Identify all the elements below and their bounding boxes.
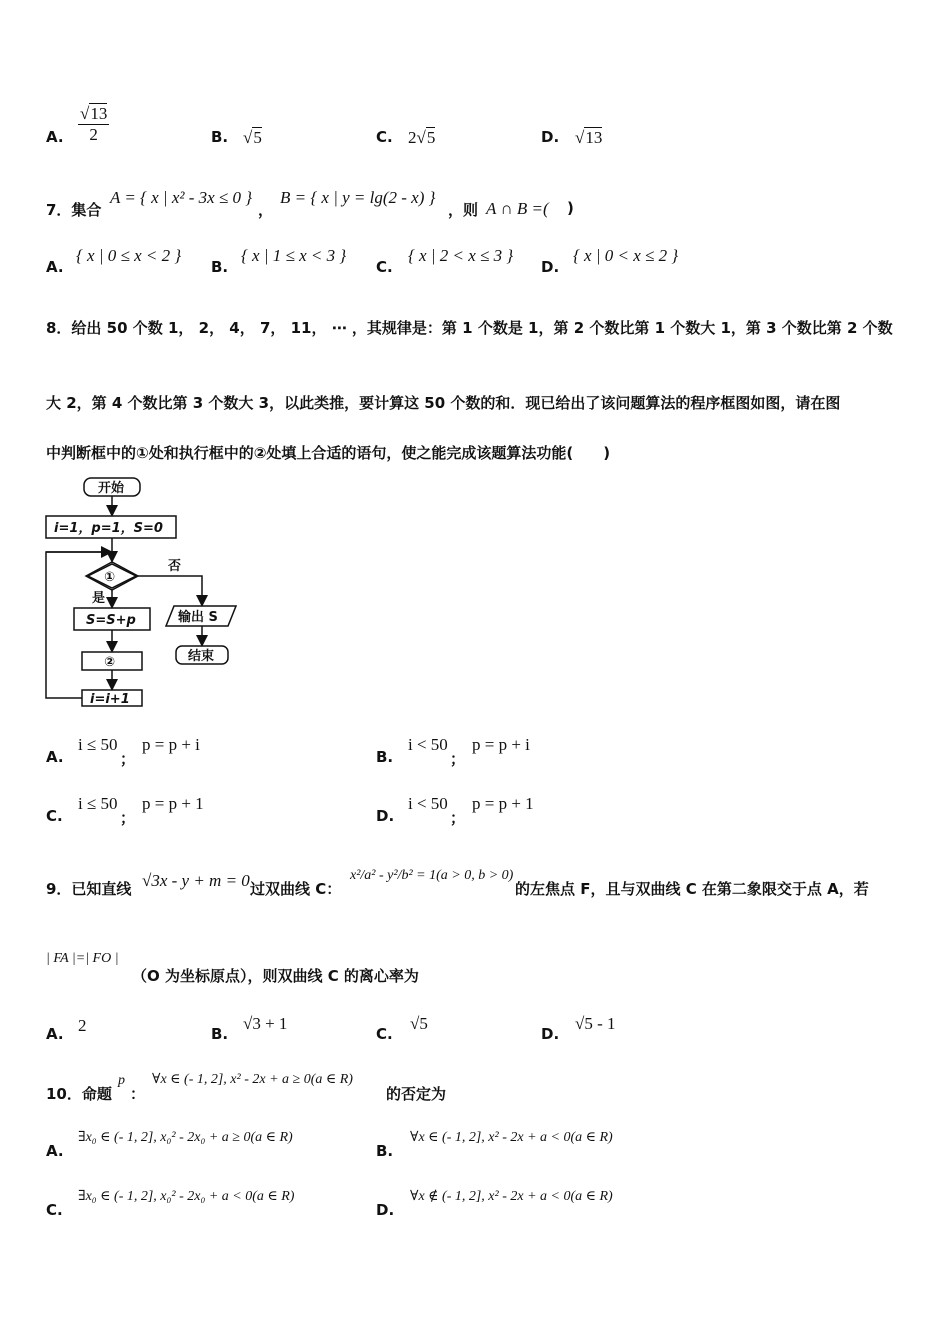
q9-mid: 过双曲线 C： [250,880,342,898]
q10-statement: ∀x ∈ (- 1, 2], x² - 2x + a ≥ 0(a ∈ R) [152,1072,353,1087]
q6-option-a-fraction: $\frac{√13}{2}$ [80,104,108,144]
q8-option-d-sep: ； [450,809,466,827]
q10-prefix: 10．命题 [46,1085,112,1103]
q7-paren: ) [567,199,574,217]
q7-option-c-label: C. [376,258,393,276]
flow-cond-text: ① [104,570,116,585]
q9-option-d-text: √5 - 1 [575,1014,616,1033]
q7-expression: A ∩ B =( [486,199,549,218]
q8-option-b-stmt: p = p + i [472,735,530,754]
q6-option-d-label: D. [541,128,560,146]
q6-option-c-label: C. [376,128,393,146]
q8-option-a-label: A. [46,748,64,766]
q10-p: p [118,1073,125,1088]
q9-option-a-text: 2 [78,1016,87,1035]
flow-start-text: 开始 [98,481,125,496]
q8-option-d-cond: i < 50 [408,794,448,813]
q8-option-a-stmt: p = p + i [142,735,200,754]
q8-option-a-cond: i ≤ 50 [78,735,118,754]
flow-sum-text: S=S+p [86,613,136,628]
q8-option-b-label: B. [376,748,394,766]
q7-option-a-label: A. [46,258,64,276]
q8-option-c-cond: i ≤ 50 [78,794,118,813]
q10-option-d-text: ∀x ∉ (- 1, 2], x² - 2x + a < 0(a ∈ R) [410,1189,613,1204]
flow-no-text: 否 [168,559,182,574]
q9-condition-text: （O 为坐标原点），则双曲线 C 的离心率为 [132,967,419,985]
q7-option-a-text: { x | 0 ≤ x < 2 } [76,246,182,265]
q8-option-d-label: D. [376,807,395,825]
flow-end-text: 结束 [188,649,215,664]
q9-condition: | FA |=| FO | [46,951,119,966]
q7-option-d-text: { x | 0 < x ≤ 2 } [573,246,679,265]
q7-comma: ， [258,201,274,219]
q8-option-c-stmt: p = p + 1 [142,794,204,813]
q7-option-b-label: B. [211,258,229,276]
q10-option-b-label: B. [376,1142,394,1160]
flow-init-text: i=1，p=1，S=0 [54,521,163,536]
q6-option-b-value: √5 [243,128,262,147]
q9-option-c-label: C. [376,1025,393,1043]
q7-option-b-text: { x | 1 ≤ x < 3 } [241,246,347,265]
flow-yes-text: 是 [92,591,106,606]
q10-option-b-text: ∀x ∈ (- 1, 2], x² - 2x + a < 0(a ∈ R) [410,1130,613,1145]
q10-option-c-label: C. [46,1201,63,1219]
q6-option-a-label: A. [46,128,64,146]
q10-option-a-text: ∃x₀ ∈ (- 1, 2], x₀² - 2x₀ + a ≥ 0(a ∈ R) [78,1130,293,1145]
q8-option-d-stmt: p = p + 1 [472,794,534,813]
q9-option-c-text: √5 [410,1014,428,1033]
q7-set-a: A = { x | x² - 3x ≤ 0 } [110,188,253,207]
q8-line-1: 8．给出 50 个数 1， 2， 4， 7， 11， ⋯ ，其规律是：第 1 个数是 1，第 2 个数比第 1 个数大 1，第 3 个数比第 2 个数 [46,319,893,337]
q6-option-a-numerator: 13 [90,104,108,123]
q10-option-a-label: A. [46,1142,64,1160]
q9-suffix: 的左焦点 F，且与双曲线 C 在第二象限交于点 A，若 [515,880,869,898]
q7-option-c-text: { x | 2 < x ≤ 3 } [408,246,514,265]
q9-option-d-label: D. [541,1025,560,1043]
q10-colon: ： [130,1085,146,1103]
flow-output-text: 输出 S [178,610,218,625]
q6-option-a-denominator: 2 [89,125,98,144]
q10-suffix: 的否定为 [386,1085,447,1103]
q9-option-a-label: A. [46,1025,64,1043]
q7-option-d-label: D. [541,258,560,276]
q9-option-b-label: B. [211,1025,229,1043]
q7-prefix: 7．集合 [46,201,102,219]
q8-option-c-label: C. [46,807,63,825]
q7-set-b: B = { x | y = lg(2 - x) } [280,188,436,207]
q8-option-b-cond: i < 50 [408,735,448,754]
q6-option-c-value: 2√5 [408,128,436,147]
q6-option-b-label: B. [211,128,229,146]
q9-prefix: 9．已知直线 [46,880,132,898]
q8-flowchart [40,474,250,719]
q8-option-c-sep: ； [120,809,136,827]
q7-then: ，则 [448,201,479,219]
q9-line-equation: √3x - y + m = 0 [142,871,250,890]
q9-hyperbola: x²/a² - y²/b² = 1(a > 0, b > 0) [350,868,514,883]
q8-line-2: 大 2，第 4 个数比第 3 个数大 3，以此类推，要计算这 50 个数的和．现已给出了该问题算法的程序框图如图，请在图 [46,394,841,412]
flow-inc-text: i=i+1 [90,692,130,707]
q8-option-a-sep: ； [120,750,136,768]
q9-option-b-text: √3 + 1 [243,1014,288,1033]
q10-option-d-label: D. [376,1201,395,1219]
q6-option-d-value: √13 [575,128,603,147]
q10-option-c-text: ∃x₀ ∈ (- 1, 2], x₀² - 2x₀ + a < 0(a ∈ R) [78,1189,295,1204]
q8-line-3: 中判断框中的①处和执行框中的②处填上合适的语句，使之能完成该题算法功能( ) [46,444,611,462]
q8-option-b-sep: ； [450,750,466,768]
flow-step2-text: ② [104,655,116,670]
